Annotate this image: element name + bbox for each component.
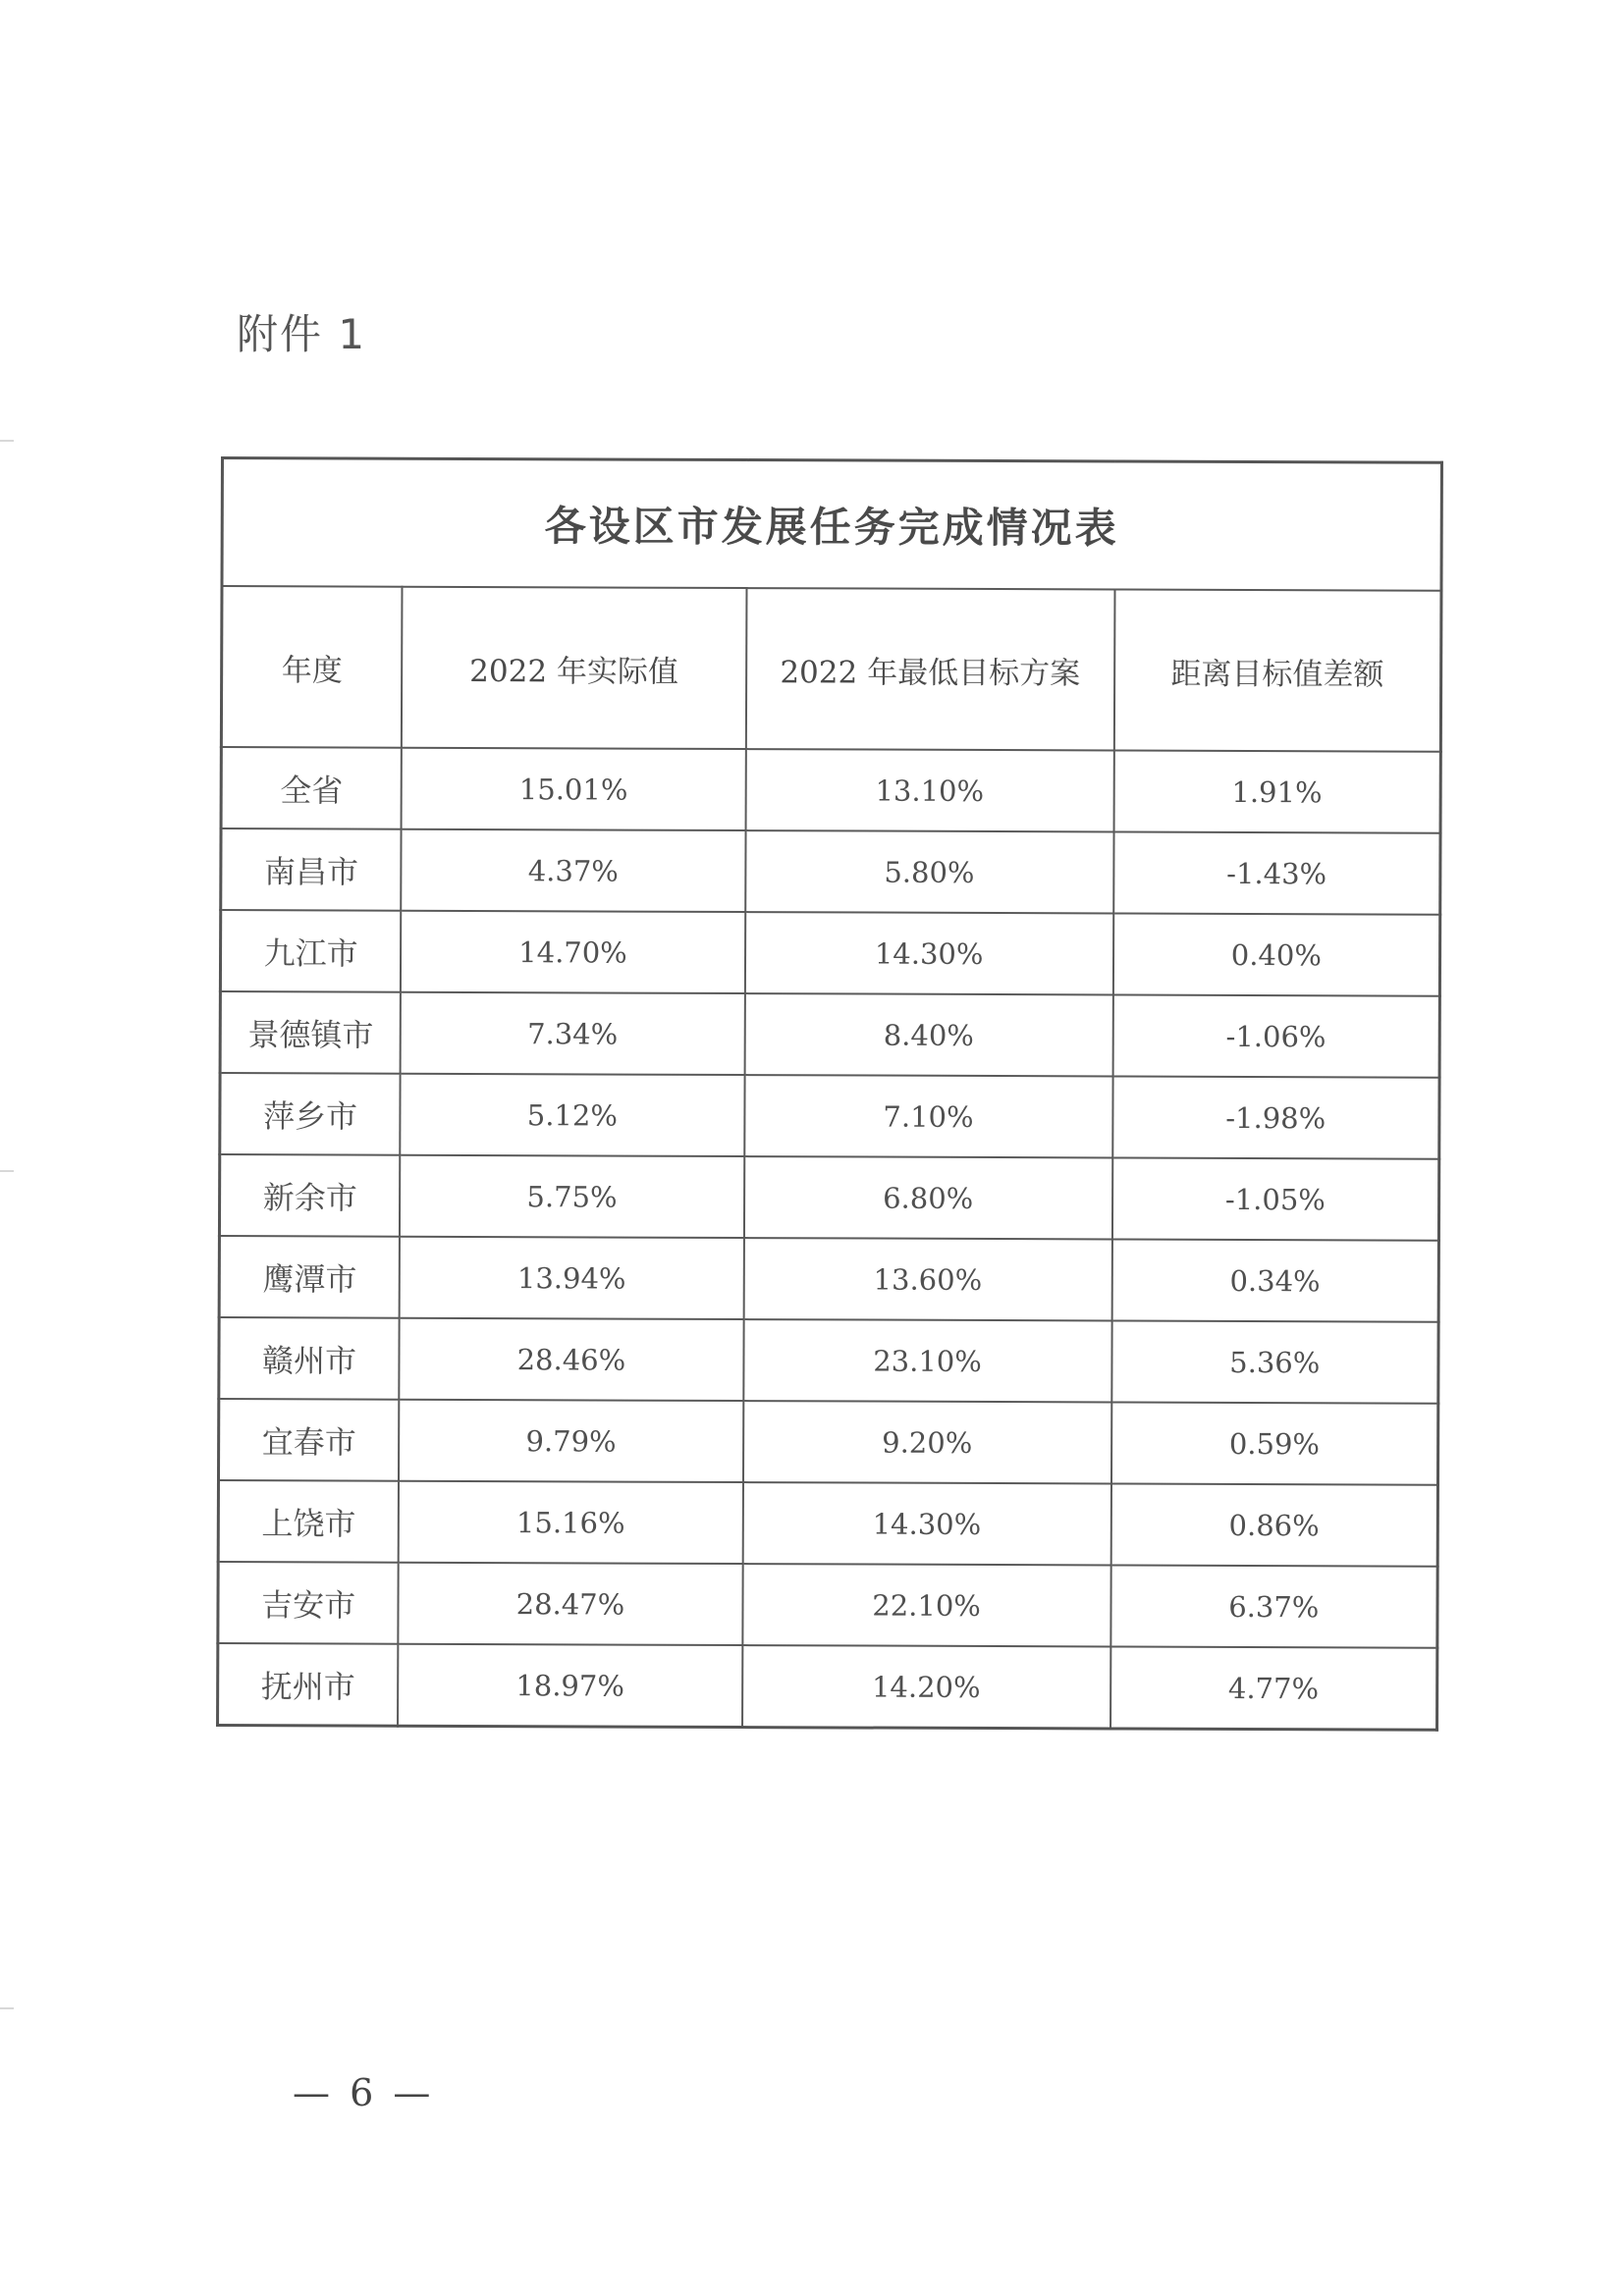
row-actual: 15.01% [402, 748, 746, 830]
row-region: 南昌市 [221, 828, 402, 911]
row-region: 萍乡市 [220, 1073, 401, 1155]
row-actual: 7.34% [401, 992, 745, 1075]
row-gap: 0.59% [1111, 1402, 1438, 1484]
row-region: 上饶市 [218, 1480, 399, 1563]
row-target: 6.80% [743, 1156, 1111, 1239]
row-target: 13.10% [745, 749, 1113, 831]
table-row [221, 747, 1440, 833]
table-row [219, 1317, 1438, 1404]
row-actual: 28.47% [399, 1563, 743, 1645]
row-target: 7.10% [744, 1075, 1112, 1157]
row-target: 5.80% [745, 830, 1113, 913]
scan-edge-mark [0, 1170, 14, 1172]
row-actual: 5.12% [401, 1074, 745, 1156]
row-target: 13.60% [743, 1238, 1111, 1320]
table-header-row [221, 586, 1441, 752]
row-target: 14.30% [744, 912, 1112, 994]
table-row [218, 1643, 1437, 1730]
row-region: 景德镇市 [220, 991, 401, 1074]
row-region: 吉安市 [218, 1562, 399, 1644]
row-actual: 13.94% [400, 1237, 744, 1319]
row-region: 鹰潭市 [219, 1236, 400, 1318]
table-row [220, 1073, 1439, 1159]
header-year: 年度 [221, 586, 402, 748]
row-region: 赣州市 [219, 1317, 400, 1400]
row-target: 14.20% [742, 1645, 1110, 1729]
row-actual: 18.97% [398, 1644, 742, 1728]
completion-table [216, 456, 1443, 1732]
attachment-label: 附件 1 [237, 310, 367, 358]
row-target: 9.20% [743, 1401, 1111, 1483]
table-row [219, 1154, 1438, 1241]
scan-edge-mark [0, 2007, 14, 2009]
table-title: 各设区市发展任务完成情况表 [222, 458, 1441, 591]
table-row [220, 910, 1439, 996]
table-row [220, 991, 1439, 1078]
row-actual: 14.70% [401, 911, 745, 993]
table-row [221, 828, 1440, 915]
table-row [219, 1236, 1438, 1322]
row-gap: 0.34% [1111, 1239, 1438, 1321]
table-row [218, 1399, 1437, 1485]
row-actual: 15.16% [399, 1481, 743, 1564]
header-actual: 2022 年实际值 [402, 587, 746, 749]
row-region: 抚州市 [218, 1643, 399, 1726]
row-target: 23.10% [743, 1319, 1111, 1402]
header-gap: 距离目标值差额 [1113, 589, 1441, 751]
row-target: 22.10% [742, 1564, 1110, 1646]
row-region: 新余市 [219, 1154, 400, 1237]
row-region: 九江市 [220, 910, 401, 992]
row-region: 宜春市 [218, 1399, 399, 1481]
table-row [218, 1480, 1437, 1567]
row-actual: 4.37% [402, 829, 746, 912]
row-gap: -1.98% [1112, 1076, 1439, 1158]
row-gap: -1.05% [1112, 1157, 1439, 1240]
row-gap: 6.37% [1110, 1565, 1437, 1647]
scan-edge-mark [0, 440, 14, 442]
row-target: 14.30% [742, 1482, 1110, 1565]
row-target: 8.40% [744, 993, 1112, 1076]
row-actual: 5.75% [400, 1155, 744, 1238]
completion-table-container [221, 456, 1443, 1727]
row-gap: 4.77% [1110, 1646, 1437, 1730]
header-target: 2022 年最低目标方案 [745, 588, 1114, 750]
row-actual: 28.46% [400, 1318, 744, 1401]
page-number: — 6 — [293, 2071, 435, 2114]
row-gap: -1.06% [1112, 994, 1439, 1077]
row-gap: 0.40% [1113, 913, 1440, 995]
table-row [218, 1562, 1437, 1648]
row-gap: 5.36% [1111, 1320, 1438, 1403]
row-gap: 0.86% [1110, 1483, 1437, 1566]
row-region: 全省 [221, 747, 402, 829]
row-gap: -1.43% [1113, 831, 1440, 914]
row-actual: 9.79% [399, 1400, 743, 1482]
row-gap: 1.91% [1113, 750, 1440, 832]
